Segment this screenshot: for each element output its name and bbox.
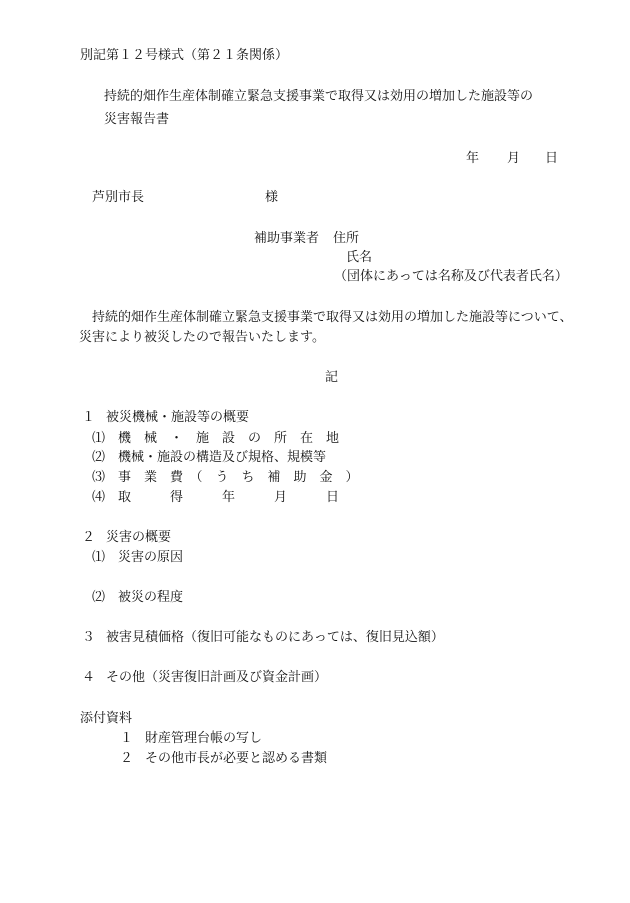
section-2-item-1-label: 災害の原因 <box>118 550 184 565</box>
date-day-label: 日 <box>545 151 559 166</box>
section-1-item-1-number: ⑴ <box>92 431 106 446</box>
section-4-title: その他（災害復旧計画及び資金計画） <box>106 670 328 685</box>
addressee-honorific: 様 <box>265 190 279 205</box>
section-1-item-4-label: 取 得 年 月 日 <box>118 490 340 505</box>
applicant-name-label: 氏名 <box>346 250 373 265</box>
section-1-number: １ <box>82 410 96 425</box>
attachments-title: 添付資料 <box>80 711 133 726</box>
section-1-item-4-number: ⑷ <box>92 490 106 505</box>
ki-heading: 記 <box>325 370 339 385</box>
date-month-label: 月 <box>507 151 521 166</box>
section-1-item-2-number: ⑵ <box>92 450 106 465</box>
attachment-1-label: 財産管理台帳の写し <box>145 731 263 746</box>
body-text-line-1: 持続的畑作生産体制確立緊急支援事業で取得又は効用の増加した施設等について、 <box>92 310 573 325</box>
section-1-item-1-label: 機 械 ・ 施 設 の 所 在 地 <box>118 431 340 446</box>
section-2-title: 災害の概要 <box>106 530 172 545</box>
applicant-address-label: 住所 <box>333 231 360 246</box>
section-4-number: ４ <box>82 670 96 685</box>
section-1-item-3-label: 事 業 費 （ う ち 補 助 金 ） <box>118 470 359 485</box>
section-2-item-2-label: 被災の程度 <box>118 590 184 605</box>
section-2-number: ２ <box>82 530 96 545</box>
addressee-name: 芦別市長 <box>92 190 145 205</box>
attachment-2-label: その他市長が必要と認める書類 <box>145 751 328 766</box>
section-3-number: ３ <box>82 630 96 645</box>
applicant-note: （団体にあっては名称及び代表者氏名） <box>334 269 568 284</box>
section-1-item-2-label: 機械・施設の構造及び規格、規模等 <box>118 450 327 465</box>
section-1-title: 被災機械・施設等の概要 <box>106 410 250 425</box>
body-text-line-2: 災害により被災したので報告いたします。 <box>79 330 325 345</box>
date-year-label: 年 <box>466 151 480 166</box>
section-2-item-2-number: ⑵ <box>92 590 106 605</box>
section-1-item-3-number: ⑶ <box>92 470 106 485</box>
section-2-item-1-number: ⑴ <box>92 550 106 565</box>
title-line-1: 持続的畑作生産体制確立緊急支援事業で取得又は効用の増加した施設等の <box>104 89 534 104</box>
attachment-2-number: ２ <box>120 751 134 766</box>
title-line-2: 災害報告書 <box>104 112 170 127</box>
applicant-label: 補助事業者 <box>254 231 320 246</box>
attachment-1-number: １ <box>120 731 134 746</box>
form-number: 別記第１２号様式（第２１条関係） <box>80 48 289 63</box>
section-3-title: 被害見積価格（復旧可能なものにあっては、復旧見込額） <box>106 630 444 645</box>
